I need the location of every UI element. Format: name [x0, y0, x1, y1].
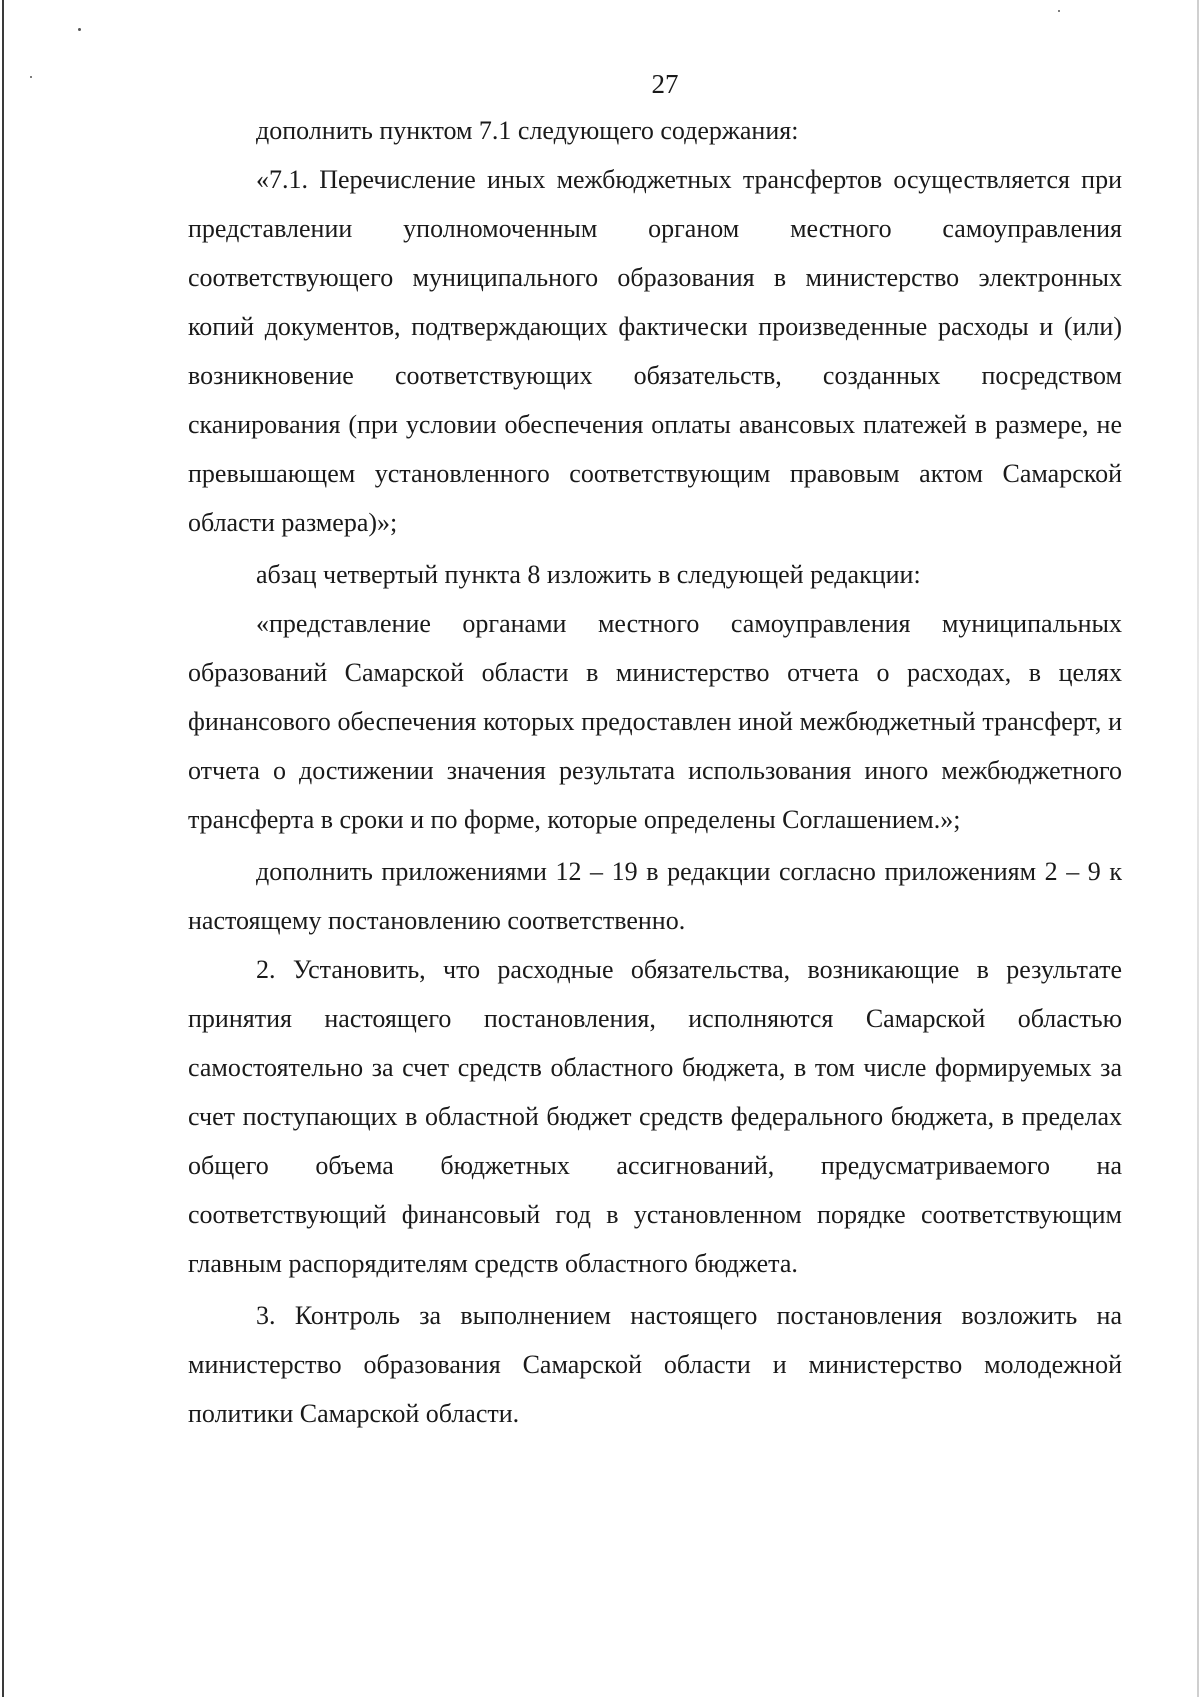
paragraph-item-2: 2. Установить, что расходные обязательства, возникающие в результате принятия настоящего постановления, исполняются Самарской областью самостоятельно за счет средств областного бюджета, в том числе формируемых за счет поступающих в областной бюджет средств федерального бюджета, в пределах общего объема бюджетных ассигнований, предусматриваемого на соответствующий финансовый год в установленном порядке соответствующим главным распорядителям средств областного бюджета. — [188, 955, 1122, 1278]
scan-edge-right — [1197, 0, 1199, 1697]
paragraph-appendices: дополнить приложениями 12 – 19 в редакции согласно приложениям 2 – 9 к настоящему постановлению соответственно. — [188, 857, 1122, 935]
scan-speck — [30, 76, 32, 78]
paragraph-clause-7-1: «7.1. Перечисление иных межбюджетных трансфертов осуществляется при представлении уполномоченным органом местного самоуправления соответствующего муниципального образования в министерство электронных копий документов, подтверждающих фактически произведенные расходы и (или) возникновение соответствующих обязательств, созданных посредством сканирования (при условии обеспечения оплаты авансовых платежей в размере, не превышающем установленного соответствующим правовым актом Самарской области размера)»; — [188, 165, 1122, 537]
paragraph-clause-8-text: «представление органами местного самоуправления муниципальных образований Самарской области в министерство отчета о расходах, в целях финансового обеспечения которых предоставлен иной межбюджетный трансферт, и отчета о достижении значения результата использования иного межбюджетного трансферта в сроки и по форме, которые определены Соглашением.»; — [188, 609, 1122, 834]
scan-speck — [78, 28, 81, 31]
page-number: 27 — [651, 69, 679, 99]
scan-speck — [1058, 10, 1060, 12]
paragraph-item-3: 3. Контроль за выполнением настоящего постановления возложить на министерство образования Самарской области и министерство молодежной политики Самарской области. — [188, 1301, 1122, 1428]
paragraph-add-clause-7-1: дополнить пунктом 7.1 следующего содержания: — [256, 116, 799, 145]
document-body — [188, 106, 1122, 1438]
paragraph-clause-8-intro: абзац четвертый пункта 8 изложить в следующей редакции: — [256, 560, 921, 589]
scan-edge-left — [2, 0, 4, 1697]
